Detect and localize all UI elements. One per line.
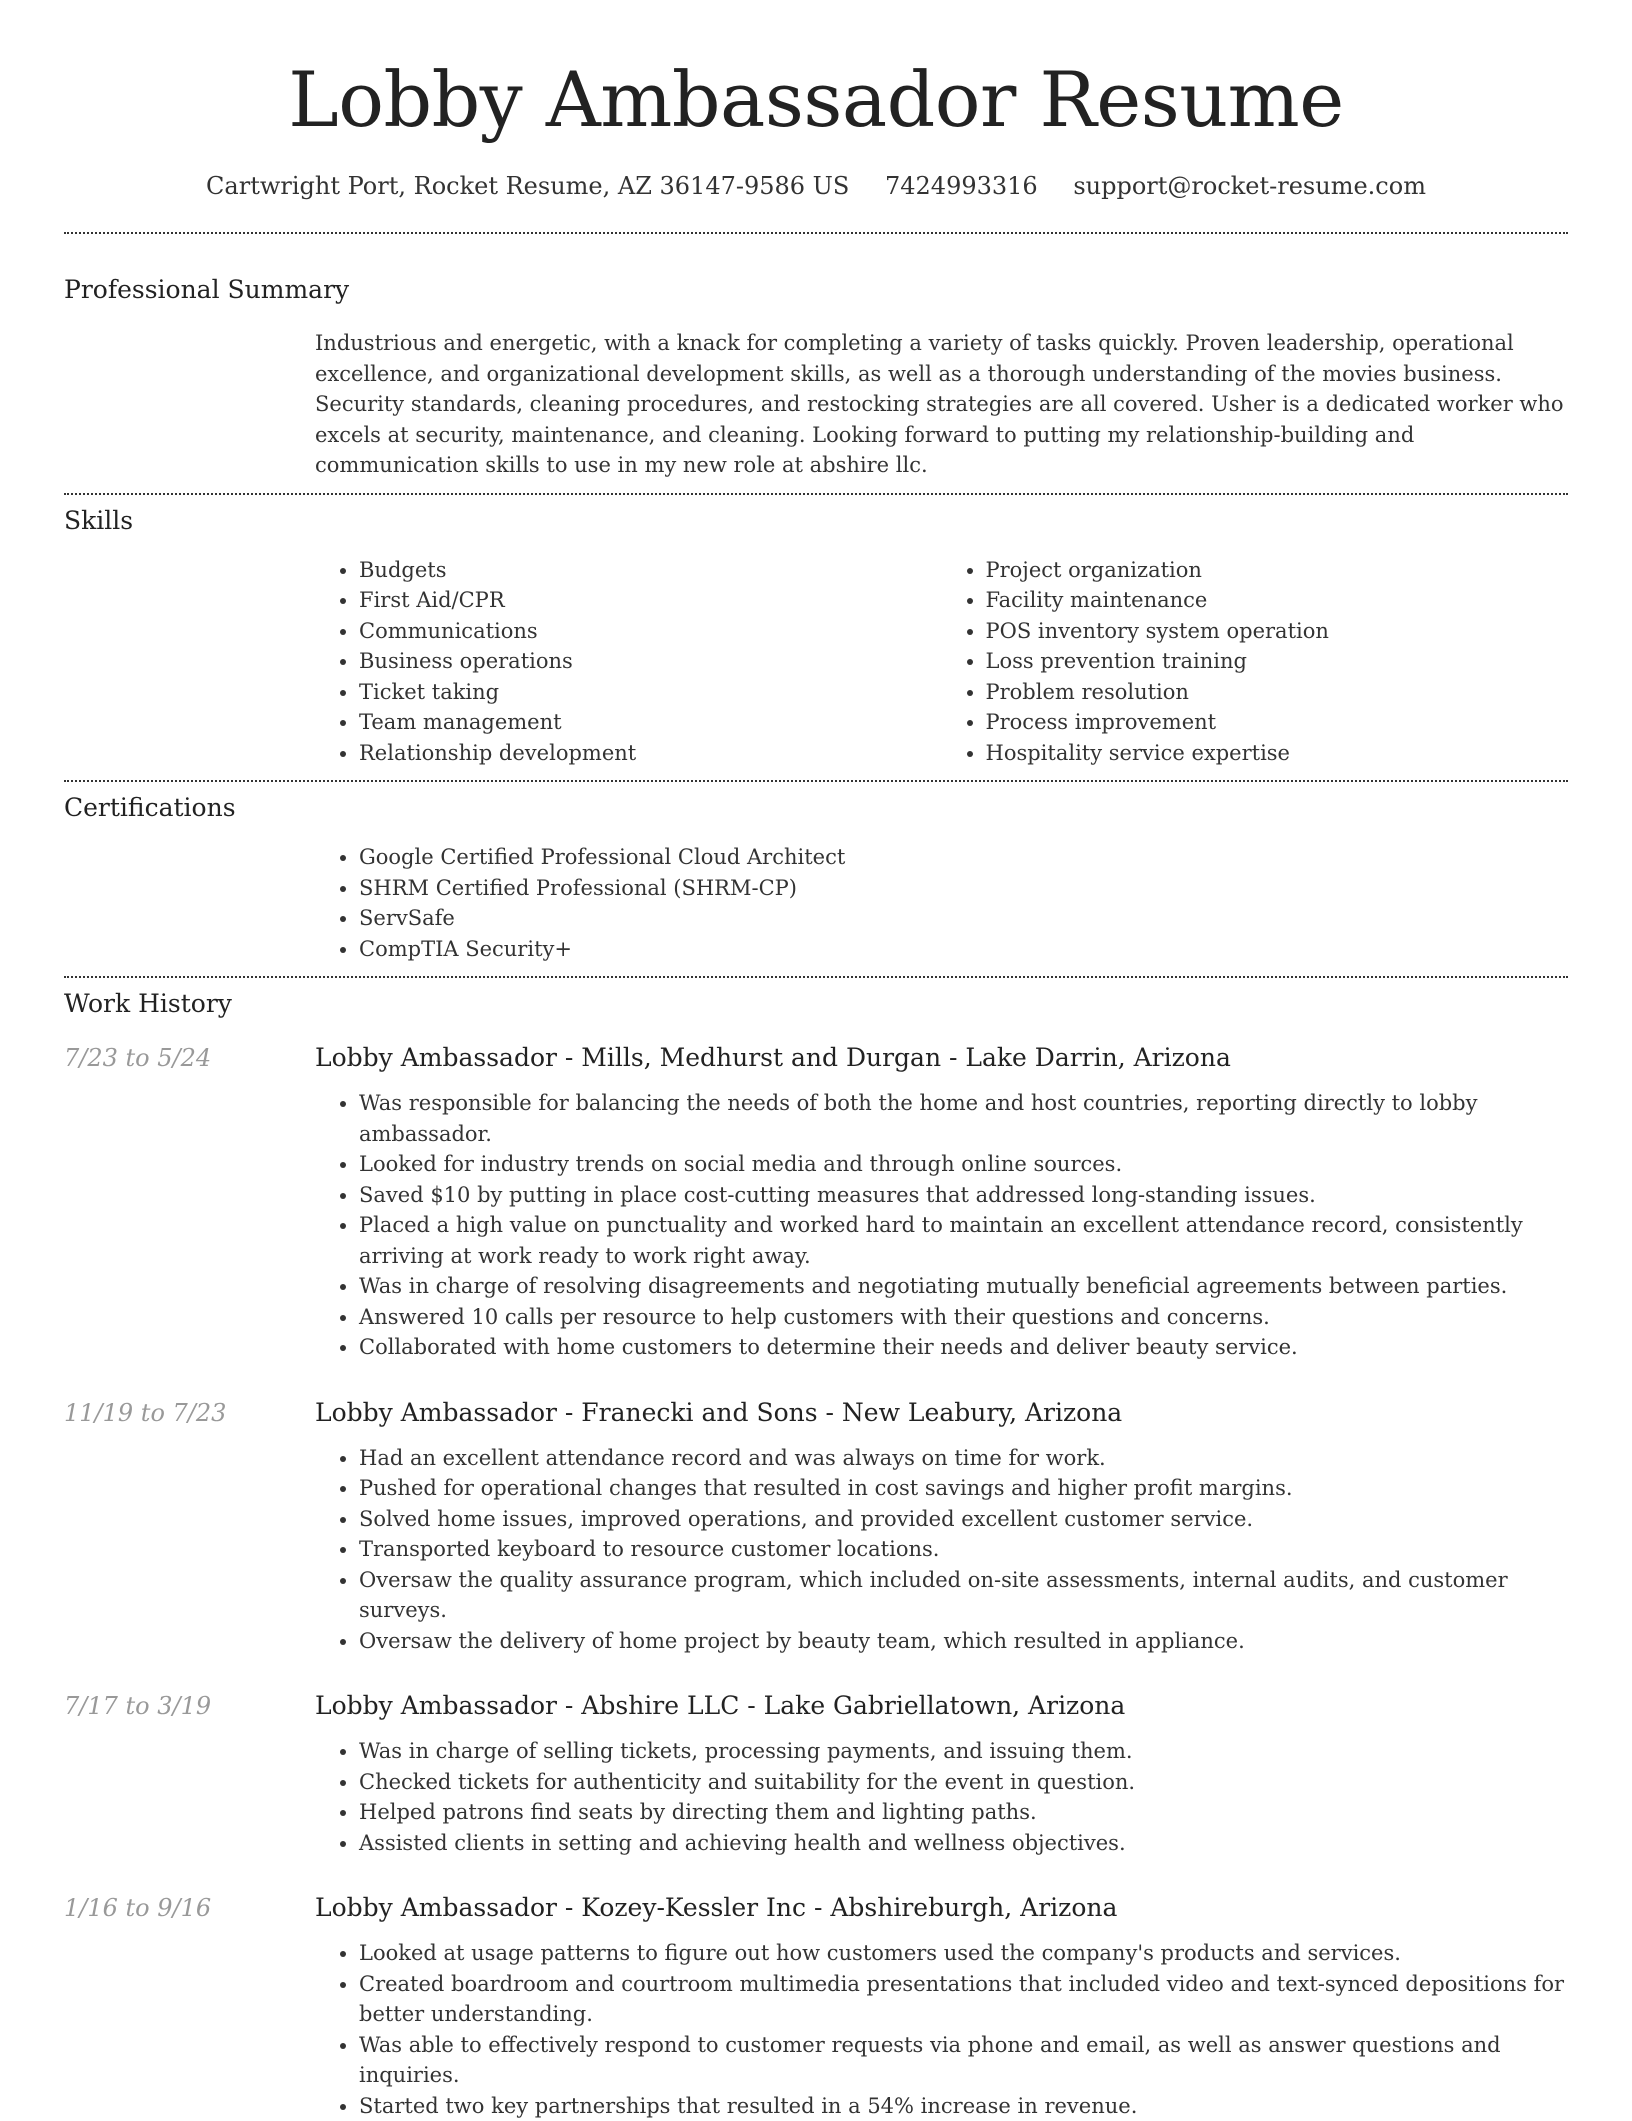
- skill-item: • POS inventory system operation: [986, 616, 1569, 647]
- job-bullet: • Checked tickets for authenticity and suitability for the event in question.: [359, 1767, 1568, 1798]
- summary-text: Industrious and energetic, with a knack for completing a variety of tasks quickly. Proven leadership, operational excellence, and organizational development skills, as well as a thorough understanding of the movies business. Security standards, cleaning procedures, and restocking strategies are all covered. Usher is a dedicated worker who excels at security, maintenance, and cleaning. Looking forward to putting my relationship-building and communication skills to use in my new role at abshire llc.: [315, 328, 1568, 481]
- job-body: [315, 1042, 1568, 1363]
- job-bullet: • Answered 10 calls per resource to help customers with their questions and concerns.: [359, 1302, 1568, 1333]
- job-bullet: • Oversaw the quality assurance program, which included on-site assessments, internal audits, and customer surveys.: [359, 1565, 1568, 1626]
- contact-address: Cartwright Port, Rocket Resume, AZ 36147-9586 US: [206, 172, 849, 200]
- job-entry: [64, 1892, 1568, 2121]
- skill-item: • Process improvement: [986, 707, 1569, 738]
- skills-list-left: [315, 555, 942, 769]
- work-history-section: [64, 978, 1568, 2121]
- job-title: Lobby Ambassador - Kozey-Kessler Inc - Abshireburgh, Arizona: [315, 1892, 1568, 1924]
- skill-item: • Project organization: [986, 555, 1569, 586]
- skill-item: • Hospitality service expertise: [986, 738, 1569, 769]
- contact-email: support@rocket-resume.com: [1073, 172, 1426, 200]
- job-date: 7/17 to 3/19: [64, 1690, 315, 1858]
- job-bullet: • Was responsible for balancing the needs of both the home and host countries, reporting directly to lobby ambassador.: [359, 1088, 1568, 1149]
- job-entry: [64, 1042, 1568, 1363]
- certification-item: • SHRM Certified Professional (SHRM-CP): [359, 873, 1568, 904]
- contact-phone: 7424993316: [885, 172, 1038, 200]
- skill-item: • Loss prevention training: [986, 646, 1569, 677]
- certifications-heading: Certifications: [64, 792, 1568, 824]
- job-bullet: • Oversaw the delivery of home project by beauty team, which resulted in appliance.: [359, 1626, 1568, 1657]
- contact-line: [64, 170, 1568, 202]
- job-bullet: • Helped patrons find seats by directing them and lighting paths.: [359, 1797, 1568, 1828]
- certification-item: • CompTIA Security+: [359, 934, 1568, 965]
- skill-item: • Facility maintenance: [986, 585, 1569, 616]
- job-title: Lobby Ambassador - Mills, Medhurst and Durgan - Lake Darrin, Arizona: [315, 1042, 1568, 1074]
- job-bullets: [315, 1938, 1568, 2121]
- skill-item: • Team management: [359, 707, 942, 738]
- job-bullet: • Collaborated with home customers to determine their needs and deliver beauty service.: [359, 1332, 1568, 1363]
- job-entry: [64, 1397, 1568, 1657]
- job-date: 7/23 to 5/24: [64, 1042, 315, 1363]
- job-bullet: • Had an excellent attendance record and was always on time for work.: [359, 1443, 1568, 1474]
- job-date: 1/16 to 9/16: [64, 1892, 315, 2121]
- job-bullet: • Solved home issues, improved operations, and provided excellent customer service.: [359, 1504, 1568, 1535]
- certification-item: • ServSafe: [359, 903, 1568, 934]
- job-body: [315, 1892, 1568, 2121]
- skill-item: • First Aid/CPR: [359, 585, 942, 616]
- job-entry: [64, 1690, 1568, 1858]
- certifications-wrap: [315, 842, 1568, 964]
- job-bullets: [315, 1736, 1568, 1858]
- job-bullet: • Saved $10 by putting in place cost-cutting measures that addressed long-standing issues.: [359, 1180, 1568, 1211]
- job-title: Lobby Ambassador - Abshire LLC - Lake Gabriellatown, Arizona: [315, 1690, 1568, 1722]
- resume-title: Lobby Ambassador Resume: [64, 0, 1568, 148]
- job-bullet: • Looked for industry trends on social media and through online sources.: [359, 1149, 1568, 1180]
- job-bullet: • Was in charge of resolving disagreements and negotiating mutually beneficial agreements between parties.: [359, 1271, 1568, 1302]
- header-divider: [64, 232, 1568, 234]
- job-body: [315, 1397, 1568, 1657]
- skill-item: • Business operations: [359, 646, 942, 677]
- job-bullet: • Placed a high value on punctuality and worked hard to maintain an excellent attendance record, consistently arriving at work ready to work right away.: [359, 1210, 1568, 1271]
- skill-item: • Budgets: [359, 555, 942, 586]
- skills-list-right: [942, 555, 1569, 769]
- skill-item: • Ticket taking: [359, 677, 942, 708]
- job-body: [315, 1690, 1568, 1858]
- job-bullet: • Assisted clients in setting and achieving health and wellness objectives.: [359, 1828, 1568, 1859]
- job-bullet: • Created boardroom and courtroom multimedia presentations that included video and text-synced depositions for better understanding.: [359, 1969, 1568, 2030]
- job-bullet: • Was in charge of selling tickets, processing payments, and issuing them.: [359, 1736, 1568, 1767]
- certifications-section: [64, 782, 1568, 964]
- skills-columns: [315, 555, 1568, 769]
- summary-section: [64, 274, 1568, 481]
- work-history-heading: Work History: [64, 988, 1568, 1020]
- job-bullets: [315, 1443, 1568, 1657]
- certifications-list: [315, 842, 1568, 964]
- skills-heading: Skills: [64, 505, 1568, 537]
- certification-item: • Google Certified Professional Cloud Architect: [359, 842, 1568, 873]
- skill-item: • Communications: [359, 616, 942, 647]
- skill-item: • Relationship development: [359, 738, 942, 769]
- job-bullet: • Pushed for operational changes that resulted in cost savings and higher profit margins.: [359, 1473, 1568, 1504]
- job-bullet: • Transported keyboard to resource customer locations.: [359, 1534, 1568, 1565]
- skills-section: [64, 495, 1568, 769]
- job-date: 11/19 to 7/23: [64, 1397, 315, 1657]
- summary-heading: Professional Summary: [64, 274, 1568, 306]
- job-bullets: [315, 1088, 1568, 1363]
- job-bullet: • Looked at usage patterns to figure out how customers used the company's products and services.: [359, 1938, 1568, 1969]
- job-bullet: • Started two key partnerships that resulted in a 54% increase in revenue.: [359, 2091, 1568, 2121]
- job-bullet: • Was able to effectively respond to customer requests via phone and email, as well as answer questions and inquiries.: [359, 2030, 1568, 2091]
- job-title: Lobby Ambassador - Franecki and Sons - New Leabury, Arizona: [315, 1397, 1568, 1429]
- skill-item: • Problem resolution: [986, 677, 1569, 708]
